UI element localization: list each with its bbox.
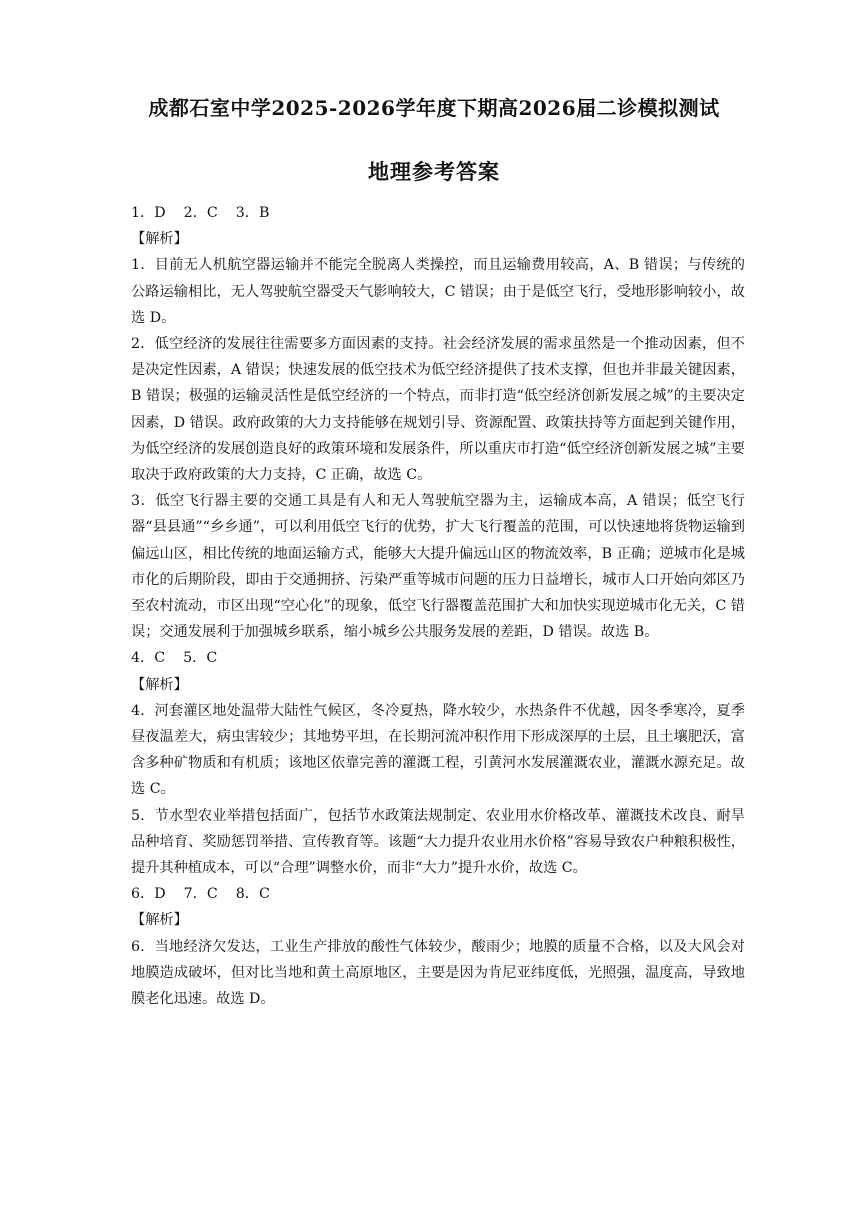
explanation-paragraph: 2．低空经济的发展往往需要多方面因素的支持。社会经济发展的需求虽然是一个推动因素，但不是决定性因素，A 错误；快速发展的低空技术为低空经济提供了技术支撑，但也并非最关键因素，B 错误；极强的运输灵活性是低空经济的一个特点，而非打造“低空经济创新发展之城”的主要决定因素，D 错误。政府政策的大力支持能够在规划引导、资源配置、政策扶持等方面起到关键作用，为低空经济的发展创造良好的政策环境和发展条件，所以重庆市打造“低空经济创新发展之城”主要取决于政府政策的大力支持，C 正确，故选 C。: [131, 336, 745, 484]
explanation-paragraph: 5．节水型农业举措包括面广，包括节水政策法规制定、农业用水价格改革、灌溉技术改良、耐旱品种培育、奖励惩罚举措、宣传教育等。该题“大力提升农业用水价格”容易导致农户种粮积极性，提升其种植成本，可以“合理”调整水价，而非“大力”提升水价，故选 C。: [131, 807, 745, 877]
answer-key-line: 1．D 2．C 3．B: [131, 205, 270, 221]
document-subtitle: 地理参考答案: [368, 159, 500, 184]
explanation-paragraph: 1．目前无人机航空器运输并不能完全脱离人类操控，而且运输费用较高，A、B 错误；与传统的公路运输相比，无人驾驶航空器受天气影响较大，C 错误；由于是低空飞行，受地形影响较小，故选 D。: [131, 257, 745, 326]
analysis-label: 【解析】: [131, 676, 188, 693]
document-body: [131, 200, 745, 1012]
answer-key-line: 6．D 7．C 8．C: [131, 886, 270, 903]
document-title: 成都石室中学2025-2026学年度下期高2026届二诊模拟测试: [148, 96, 720, 120]
answer-key-line: 4．C 5．C: [131, 650, 218, 667]
explanation-paragraph: 3．低空飞行器主要的交通工具是有人和无人驾驶航空器为主，运输成本高，A 错误；低空飞行器“县县通”“乡乡通”，可以利用低空飞行的优势，扩大飞行覆盖的范围，可以快速地将货物运输到偏远山区，相比传统的地面运输方式，能够大大提升偏远山区的物流效率，B 正确；逆城市化是城市化的后期阶段，即由于交通拥挤、污染严重等城市问题的压力日益增长，城市人口开始向郊区乃至农村流动，市区出现“空心化”的现象，低空飞行器覆盖范围扩大和加快实现逆城市化无关，C 错误；交通发展利于加强城乡联系，缩小城乡公共服务发展的差距，D 错误。故选 B。: [131, 493, 745, 641]
analysis-label: 【解析】: [131, 231, 188, 248]
explanation-paragraph: 6．当地经济欠发达，工业生产排放的酸性气体较少，酸雨少；地膜的质量不合格，以及大风会对地膜造成破坏，但对比当地和黄土高原地区，主要是因为肯尼亚纬度低，光照强，温度高，导致地膜老化迅速。故选 D。: [131, 938, 745, 1008]
analysis-label: 【解析】: [131, 912, 188, 929]
explanation-paragraph: 4．河套灌区地处温带大陆性气候区，冬冷夏热，降水较少，水热条件不优越，因冬季寒冷，夏季昼夜温差大，病虫害较少；其地势平坦，在长期河流冲积作用下形成深厚的土层，且土壤肥沃，富含多种矿物质和有机质；该地区依靠完善的灌溉工程，引黄河水发展灌溉农业，灌溉水源充足。故选 C。: [131, 702, 745, 798]
